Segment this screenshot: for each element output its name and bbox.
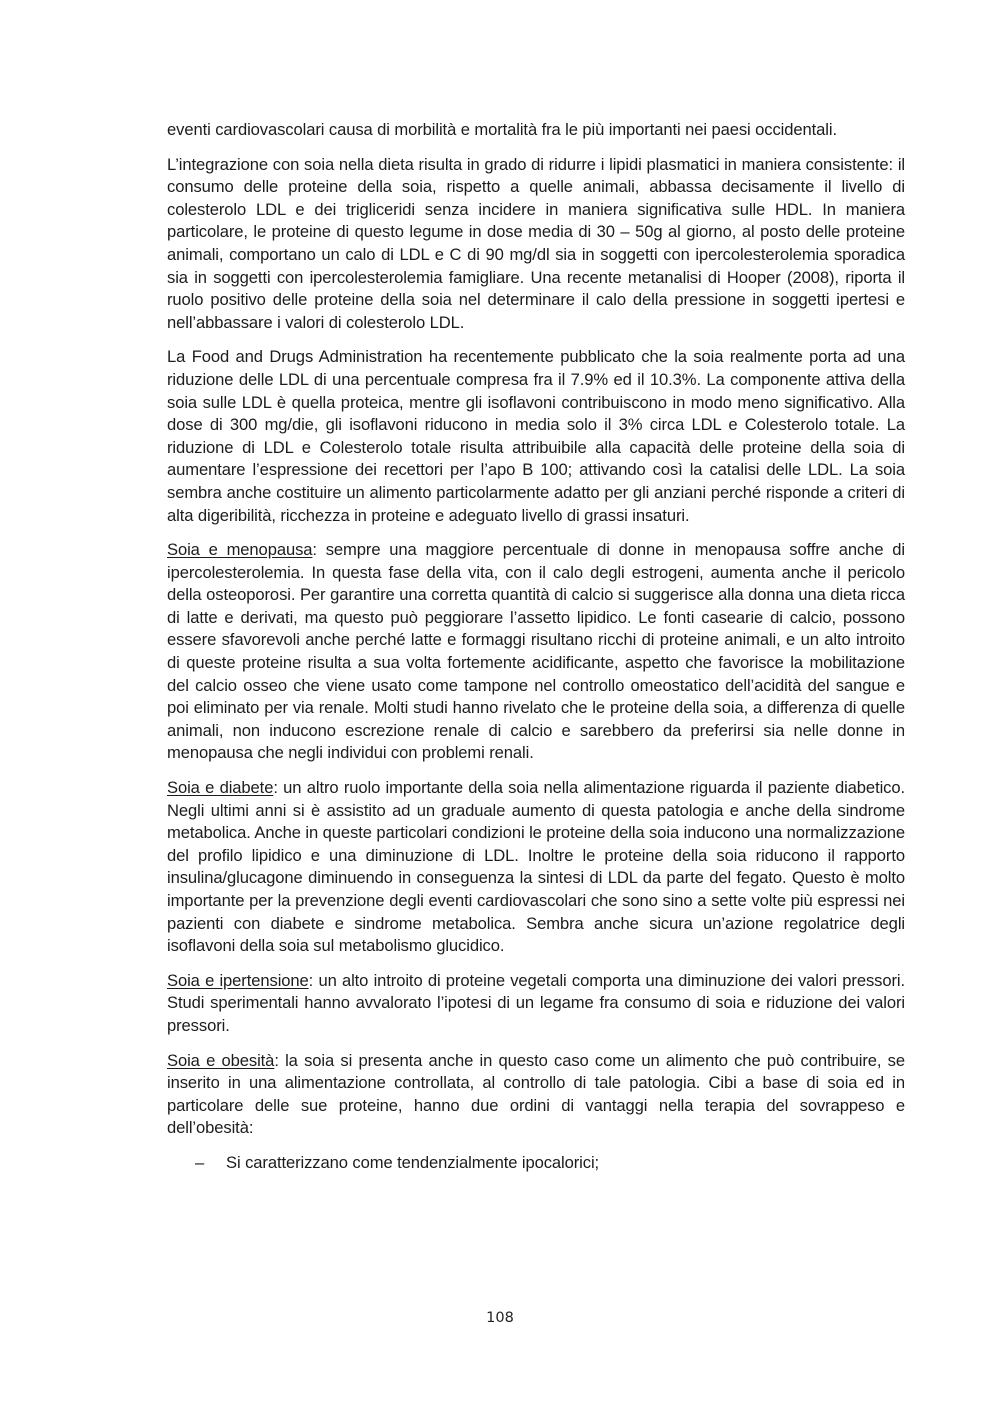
section-diabete	[167, 777, 905, 958]
dash-bullet: –	[195, 1152, 205, 1172]
section-title-ipertensione: Soia e ipertensione	[167, 970, 309, 990]
section-body-menopausa: : sempre una maggiore percentuale di donne in menopausa soffre anche di ipercolesterolemia. In questa fase della vita, con il calo degli estrogeni, aumenta anche il pericolo della osteoporosi. Per garantire una corretta quantità di calcio si suggerisce alla donna una dieta ricca di latte e derivati, ma questo può peggiorare l’assetto lipidico. Le fonti casearie di calcio, possono essere sfavorevoli anche perché latte e formaggi risultano ricchi di proteine animali, e un alto introito di queste proteine risulta a sua volta fortemente acidificante, aspetto che favorisce la mobilitazione del calcio osseo che viene usato come tampone nel controllo omeostatico dell’acidità del sangue e poi eliminato per via renale. Molti studi hanno rivelato che le proteine della soia, a differenza di quelle animali, non inducono escrezione renale di calcio e sarebbero da preferirsi sia nelle donne in menopausa che negli individui con problemi renali.	[167, 540, 905, 763]
document-page	[167, 119, 905, 1175]
section-title-menopausa: Soia e menopausa	[167, 540, 313, 560]
list-item-text: Si caratterizzano come tendenzialmente ipocalorici;	[226, 1152, 600, 1172]
section-title-obesita: Soia e obesità	[167, 1050, 275, 1070]
paragraph-fda: La Food and Drugs Administration ha recentemente pubblicato che la soia realmente porta ad una riduzione delle LDL di una percentuale compresa fra il 7.9% ed il 10.3%. La componente attiva della soia sulle LDL è quella proteica, mentre gli isoflavoni contribuiscono in modo meno significativo. Alla dose di 300 mg/die, gli isoflavoni riducono in media solo il 3% circa LDL e Colesterolo totale. La riduzione di LDL e Colesterolo totale risulta attribuibile alla capacità delle proteine della soia di aumentare l’espressione dei recettori per l’apo B 100; attivando così la catalisi delle LDL. La soia sembra anche costituire un alimento particolarmente adatto per gli anziani perché risponde a criteri di alta digeribilità, ricchezza in proteine e adeguato livello di grassi insaturi.	[167, 347, 905, 525]
section-obesita	[167, 1050, 905, 1140]
section-body-ipertensione: : un alto introito di proteine vegetali comporta una diminuzione dei valori pressori. Studi sperimentali hanno avvalorato l’ipotesi di un legame fra consumo di soia e riduzione dei valori pressori.	[167, 970, 905, 1035]
list-item	[167, 1152, 905, 1175]
section-body-obesita: : la soia si presenta anche in questo caso come un alimento che può contribuire, se inserito in una alimentazione controllata, al controllo di tale patologia. Cibi a base di soia ed in particolare delle sue proteine, hanno due ordini di vantaggi nella terapia del sovrappeso e dell’obesità:	[167, 1050, 905, 1138]
section-body-diabete: : un altro ruolo importante della soia nella alimentazione riguarda il paziente diabetico. Negli ultimi anni si è assistito ad un graduale aumento di questa patologia e anche della sindrome metabolica. Anche in queste particolari condizioni le proteine della soia inducono una normalizzazione del profilo lipidico e una diminuzione di LDL. Inoltre le proteine della soia riducono il rapporto insulina/glucagone diminuendo in conseguenza la sintesi di LDL da parte del fegato. Questo è molto importante per la prevenzione degli eventi cardiovascolari che sono sino a sette volte più espressi nei pazienti con diabete e sindrome metabolica. Sembra anche sicura un’azione regolatrice degli isoflavoni della soia sul metabolismo glucidico.	[167, 778, 905, 956]
section-menopausa	[167, 539, 905, 765]
advantages-list	[167, 1152, 905, 1175]
section-ipertensione	[167, 970, 905, 1038]
paragraph-intro: eventi cardiovascolari causa di morbilità e mortalità fra le più importanti nei paesi occidentali.	[167, 120, 837, 139]
paragraph-soy-integration: L’integrazione con soia nella dieta risulta in grado di ridurre i lipidi plasmatici in maniera consistente: il consumo delle proteine della soia, rispetto a quelle animali, abbassa decisamente il livello di colesterolo LDL e dei trigliceridi senza incidere in maniera significativa sulle HDL. In maniera particolare, le proteine di questo legume in dose media di 30 – 50g al giorno, al posto delle proteine animali, comportano un calo di LDL e C di 90 mg/dl sia in soggetti con ipercolesterolemia sporadica sia in soggetti con ipercolesterolemia famigliare. Una recente metanalisi di Hooper (2008), riporta il ruolo positivo delle proteine della soia nel determinare il calo della pressione in soggetti ipertesi e nell’abbassare i valori di colesterolo LDL.	[167, 154, 905, 332]
section-title-diabete: Soia e diabete	[167, 778, 274, 798]
page-number: 108	[486, 1310, 514, 1326]
